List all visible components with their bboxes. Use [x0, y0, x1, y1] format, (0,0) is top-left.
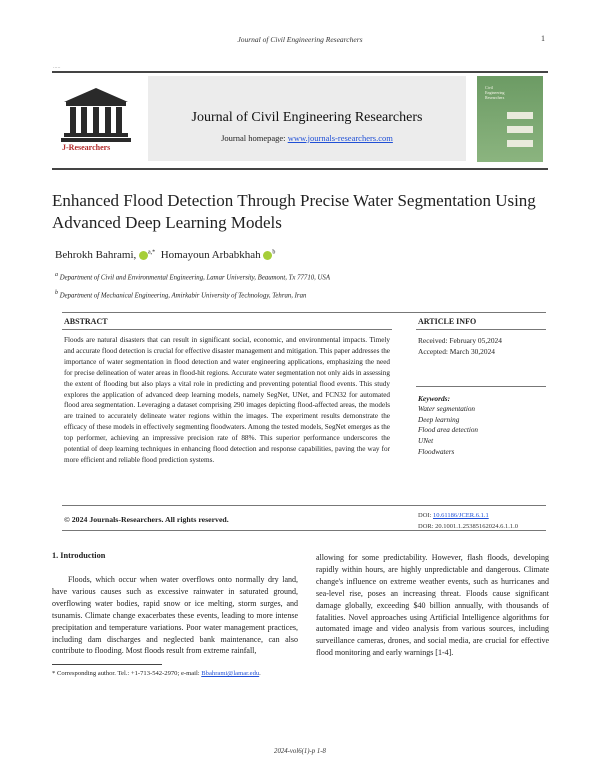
cover-line: Civil — [485, 85, 494, 90]
article-info-heading: ARTICLE INFO — [418, 317, 477, 326]
accepted-date: Accepted: March 30,2024 — [418, 346, 495, 356]
footnote-marker: * — [52, 670, 56, 677]
article-title: Enhanced Flood Detection Through Precise Water Segmentation Using Advanced Deep Learning Models — [52, 191, 536, 232]
doi-label: DOI: — [418, 512, 433, 519]
doi-line — [418, 511, 518, 522]
dor-line: DOR: 20.1001.1.25385162024.6.1.1.0 — [418, 522, 519, 530]
author-name: Homayoun Arbabkhah — [160, 249, 261, 261]
corresponding-author-footnote — [52, 670, 261, 677]
keyword: Deep learning — [418, 415, 460, 424]
cover-box — [507, 126, 533, 133]
temple-logo-icon — [60, 86, 132, 146]
doi-block — [418, 511, 518, 532]
author-affiliation-marker: a,* — [148, 249, 156, 256]
doi-link[interactable]: 10.61186/JCER.6.1.1 — [432, 512, 489, 519]
affiliation-text: Department of Civil and Environmental Engineering, Lamar University, Beaumont, Tx 77710, USA — [59, 274, 330, 282]
keyword: Flood area detection — [418, 426, 479, 435]
intro-left-column: Floods, which occur when water overflows onto normally dry land, have various causes such as excessive rainwater in saturated ground, overflowing water bodies, rapid snow or ice melting, storm surges, and tsunamis. Climate change exacerbates these events, leading to more intense precipitation and temperature variations. Poor water management practices, including dam discharges and neglected bank maintenance, can also contribute to flooding. Most floods result from extreme rainfall, — [52, 575, 298, 656]
affiliation-text: Department of Mechanical Engineering, Amirkabir University of Technology, Tehran, Iran — [59, 292, 307, 300]
page-footer: 2024-vol6(1)-p 1-8 — [274, 748, 326, 755]
homepage-link[interactable]: www.journals-researchers.com — [287, 133, 393, 143]
abstract-top-rule — [62, 312, 546, 313]
info-heading-rule — [416, 329, 546, 330]
journal-name: Journal of Civil Engineering Researchers — [191, 110, 423, 125]
running-head: Journal of Civil Engineering Researchers — [237, 35, 363, 44]
orcid-icon[interactable] — [263, 251, 272, 260]
received-date: Received: February 05,2024 — [418, 336, 502, 345]
affiliation-a — [55, 272, 330, 281]
footnote-end: . — [259, 670, 261, 677]
cover-box — [507, 112, 533, 119]
footnote-text: Corresponding author. Tel.: +1-713-542-2970; e-mail: — [55, 670, 202, 677]
abstract-heading-rule — [62, 329, 392, 330]
author-email-link[interactable]: Bbahrami@lamar.edu — [201, 670, 260, 677]
cover-line: Engineering — [485, 90, 505, 95]
masthead-top-rule — [52, 71, 548, 73]
section-heading: 1. Introduction — [52, 551, 106, 560]
page-number: 1 — [541, 34, 545, 43]
keywords-heading: Keywords: — [418, 394, 451, 403]
abstract-heading: ABSTRACT — [64, 317, 108, 326]
copyright-notice: © 2024 Journals-Researchers. All rights reserved. — [64, 515, 229, 524]
affiliation-b — [55, 290, 306, 299]
masthead-bottom-rule — [52, 168, 548, 170]
orcid-icon[interactable] — [139, 251, 148, 260]
header-mark: ..... — [53, 64, 61, 70]
cover-box — [507, 140, 533, 147]
copyright-rule — [62, 505, 546, 506]
keywords-list — [418, 404, 478, 458]
keyword: UNet — [418, 437, 434, 446]
abstract-bottom-rule — [62, 530, 546, 531]
affiliation-marker: b — [55, 290, 58, 296]
cover-line: Researchers — [485, 95, 505, 100]
keywords-rule — [416, 386, 546, 387]
author-affiliation-marker: b — [272, 249, 276, 256]
keyword: Water segmentation — [418, 405, 476, 413]
journal-homepage — [148, 133, 466, 143]
keyword: Floodwaters — [418, 447, 455, 456]
affiliation-marker: a — [55, 272, 58, 278]
author-list — [55, 249, 275, 261]
logo-text: J-Researchers — [62, 143, 111, 152]
author-name: Behrokh Bahrami, — [55, 249, 137, 261]
homepage-label: Journal homepage: — [221, 133, 288, 143]
article-dates — [418, 336, 546, 357]
journal-cover-thumbnail — [477, 76, 543, 162]
footnote-rule — [52, 664, 162, 665]
abstract-text: Floods are natural disasters that can result in significant social, economic, and environmental impacts. Timely and accurate flood detection is crucial for effective disaster management and mitigation. This paper addresses the importance of water segmentation in flood detection and water engineering applications, emphasizing the need for precise delineation of water areas in flood-hit regions. Accurate water segmentation not only aids in assessing the extent of flooding but also plays a vital role in predicting and preventing potential flood events. This study explores the application of advanced deep learning models, namely SegNet, UNet, and FCN32 for automated flood area segmentation. Leveraging a dataset comprising 290 images depicting flood-affected areas, the models are trained to accurately delineate water regions within the images. The experiment results demonstrate the efficacy of these models in effectively segmenting floodwaters. Among the tested models, SegNet emerges as the top performer, achieving an impressive precision rate of 88%. This superior performance underscores the potential of deep learning techniques in enhancing flood detection and response capabilities, paving the way for more efficient and reliable flood prediction systems. — [64, 336, 390, 464]
intro-right-column: allowing for some predictability. However, flash floods, developing rapidly within hours, are highly unpredictable and dangerous. Climate change's influence on extreme weather events, such as hurricanes and sea-level rise, poses an increasing threat. Floods cause significant damage globally, exceeding $40 billion annually, with thousands of fatalities. Novel approaches using Artificial Intelligence algorithms for automated image and video analysis from various sources, including surveillance cameras, drones, and social media, are crucial for effective flood monitoring and early warnings [1-4]. — [316, 553, 549, 658]
